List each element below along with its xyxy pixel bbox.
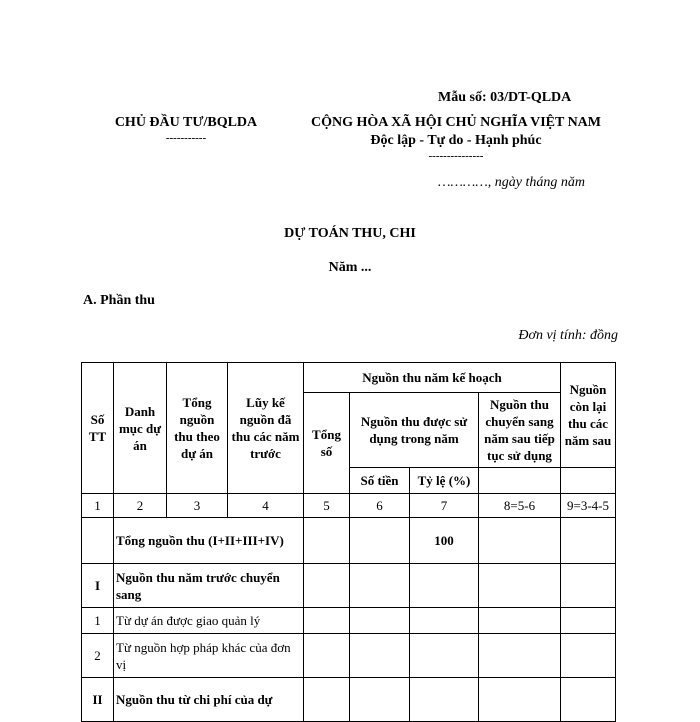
table-cell (479, 564, 561, 608)
row-label: Từ nguồn hợp pháp khác của đơn vị (114, 634, 304, 678)
header-row (82, 363, 616, 393)
index-cell: 4 (228, 494, 304, 518)
form-number: Mẫu số: 03/DT-QLDA (438, 90, 572, 105)
unit-label: Đơn vị tính: đồng (518, 328, 618, 343)
index-row (82, 494, 616, 518)
index-cell: 9=3-4-5 (561, 494, 616, 518)
table-cell (304, 564, 350, 608)
table-cell (561, 518, 616, 564)
header-total: Tổng số (304, 393, 350, 494)
country-name: CỘNG HÒA XÃ HỘI CHỦ NGHĨA VIỆT NAM (310, 115, 601, 130)
document-title: DỰ TOÁN THU, CHI (284, 226, 416, 241)
section-heading: A. Phần thu (83, 293, 155, 308)
table-cell (410, 634, 479, 678)
row-label: Từ dự án được giao quản lý (114, 608, 304, 634)
table-cell (410, 564, 479, 608)
table-row (82, 634, 616, 678)
investor-name: CHỦ ĐẦU TƯ/BQLDA (114, 115, 258, 130)
header-amount: Số tiền (350, 468, 410, 494)
national-motto: Độc lập - Tự do - Hạnh phúc (370, 133, 542, 148)
table-cell (350, 608, 410, 634)
header-accumulated: Lũy kế nguồn đã thu các năm trước (228, 363, 304, 494)
table-cell (561, 634, 616, 678)
header-used-in-year: Nguồn thu được sử dụng trong năm (350, 393, 479, 468)
index-cell: 6 (350, 494, 410, 518)
table-row (82, 564, 616, 608)
row-stt: I (82, 564, 114, 608)
header-empty-cell (561, 468, 616, 494)
table-cell (304, 634, 350, 678)
table-cell (304, 608, 350, 634)
year-line: Năm ... (328, 260, 372, 275)
total-row-ratio: 100 (410, 518, 479, 564)
index-cell: 1 (82, 494, 114, 518)
header-empty-cell (479, 468, 561, 494)
index-cell: 5 (304, 494, 350, 518)
table-cell (350, 564, 410, 608)
index-cell: 7 (410, 494, 479, 518)
motto-divider: --------------- (428, 150, 484, 162)
header-carry-next: Nguồn thu chuyển sang năm sau tiếp tục sử dụng (479, 393, 561, 468)
table-cell (350, 518, 410, 564)
revenue-table (81, 362, 616, 722)
table-cell (82, 518, 114, 564)
row-stt: II (82, 678, 114, 722)
table-cell (410, 608, 479, 634)
table-cell (561, 608, 616, 634)
date-line: …………, ngày tháng năm (438, 175, 586, 190)
row-stt: 2 (82, 634, 114, 678)
table-cell (350, 634, 410, 678)
total-row (82, 518, 616, 564)
table-row (82, 608, 616, 634)
national-header (286, 115, 626, 161)
row-stt: 1 (82, 608, 114, 634)
header-total-by-project: Tổng nguồn thu theo dự án (167, 363, 228, 494)
investor-divider: ----------- (165, 132, 207, 144)
table-cell (479, 608, 561, 634)
table-cell (479, 634, 561, 678)
header-stt: Số TT (82, 363, 114, 494)
table-cell (304, 518, 350, 564)
index-cell: 3 (167, 494, 228, 518)
table-cell (561, 564, 616, 608)
row-label: Nguồn thu năm trước chuyển sang (114, 564, 304, 608)
index-cell: 8=5-6 (479, 494, 561, 518)
header-remaining: Nguồn còn lại thu các năm sau (561, 363, 616, 468)
header-plan-year: Nguồn thu năm kế hoạch (304, 363, 561, 393)
header-category: Danh mục dự án (114, 363, 167, 494)
total-row-label: Tổng nguồn thu (I+II+III+IV) (114, 518, 304, 564)
row-label: Nguồn thu từ chi phí của dự (114, 678, 304, 722)
investor-header (86, 115, 286, 143)
header-ratio: Tỷ lệ (%) (410, 468, 479, 494)
table-cell (479, 518, 561, 564)
index-cell: 2 (114, 494, 167, 518)
